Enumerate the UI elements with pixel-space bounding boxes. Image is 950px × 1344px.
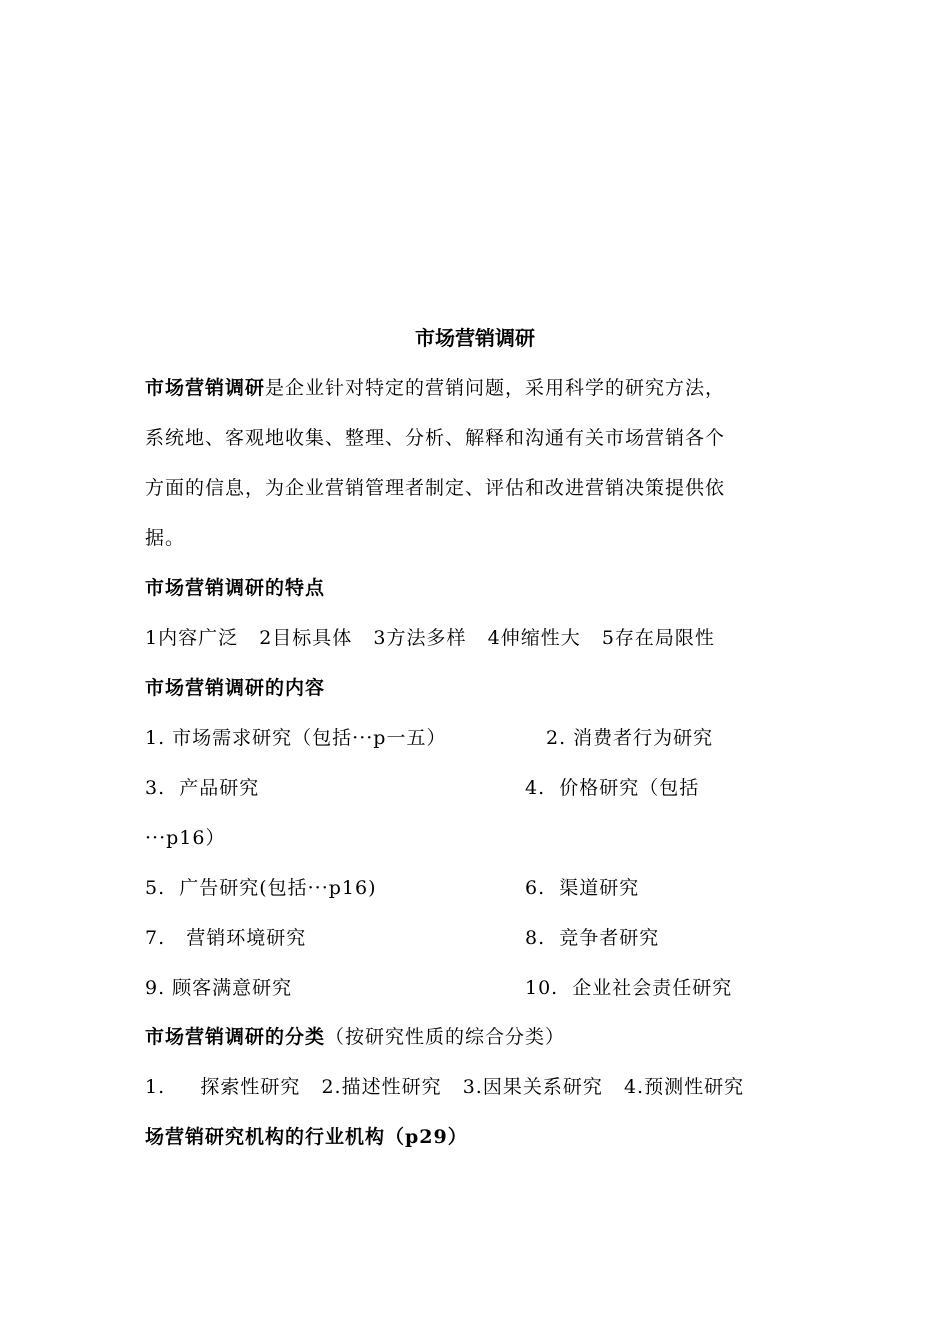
definition-line-1	[145, 373, 725, 403]
content-item-6: 6. 渠道研究	[525, 877, 640, 899]
content-item-3: 3. 产品研究	[145, 777, 260, 799]
agencies-heading: 场营销研究机构的行业机构（p29）	[145, 1126, 468, 1148]
features-heading: 市场营销调研的特点	[145, 577, 326, 599]
document-title: 市场营销调研	[415, 326, 535, 350]
definition-line-2: 系统地、客观地收集、整理、分析、解释和沟通有关市场营销各个	[145, 427, 726, 449]
classification-heading: 市场营销调研的分类	[145, 1026, 326, 1048]
content-item-8: 8. 竞争者研究	[525, 927, 660, 949]
definition-text-1: 是企业针对特定的营销问题，采用科学的研究方法，	[265, 377, 726, 399]
content-item-9: 9. 顾客满意研究	[145, 977, 293, 999]
definition-line-4: 据。	[145, 527, 186, 549]
content-item-4: 4. 价格研究（包括	[525, 777, 700, 799]
definition-term: 市场营销调研	[145, 377, 266, 399]
content-item-1: 1. 市场需求研究（包括···p一五）	[145, 727, 447, 749]
features-list: 1内容广泛 2目标具体 3方法多样 4伸缩性大 5存在局限性	[145, 627, 715, 649]
content-item-4-continued: ···p16）	[145, 827, 226, 849]
content-item-10: 10. 企业社会责任研究	[525, 977, 733, 999]
content-heading: 市场营销调研的内容	[145, 677, 326, 699]
content-item-7: 7. 营销环境研究	[145, 927, 307, 949]
classification-heading-line	[145, 1022, 565, 1052]
content-item-5: 5. 广告研究(包括···p16)	[145, 877, 377, 899]
content-item-2: 2. 消费者行为研究	[546, 727, 714, 749]
classification-note: （按研究性质的综合分类）	[325, 1026, 566, 1048]
classification-list: 1. 探索性研究 2.描述性研究 3.因果关系研究 4.预测性研究	[145, 1076, 745, 1098]
definition-line-3: 方面的信息，为企业营销管理者制定、评估和改进营销决策提供依	[145, 477, 726, 499]
